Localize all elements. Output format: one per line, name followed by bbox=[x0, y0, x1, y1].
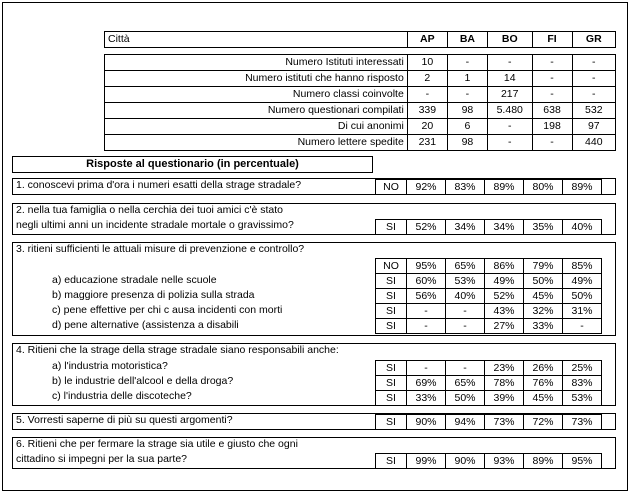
percent-value: - bbox=[563, 319, 602, 334]
stats-row bbox=[105, 55, 616, 71]
stats-value: - bbox=[532, 55, 572, 71]
percent-value: - bbox=[407, 361, 446, 376]
question-5-text: 5. Vorresti saperne di più su questi argomenti? bbox=[16, 414, 233, 426]
stats-value: - bbox=[532, 87, 572, 103]
answer-label: SI bbox=[376, 319, 407, 334]
percent-value: 40% bbox=[446, 289, 485, 304]
stats-value: 20 bbox=[407, 119, 447, 135]
stats-value: 217 bbox=[487, 87, 532, 103]
percent-value: 45% bbox=[524, 391, 563, 406]
percent-value: 23% bbox=[485, 361, 524, 376]
stats-value: - bbox=[487, 135, 532, 151]
stats-row bbox=[105, 87, 616, 103]
city-header: GR bbox=[572, 32, 615, 48]
stats-label: Numero lettere spedite bbox=[105, 135, 408, 151]
question-1-values bbox=[375, 179, 602, 195]
stats-value: 14 bbox=[487, 71, 532, 87]
city-header: AP bbox=[407, 32, 447, 48]
percent-value: 56% bbox=[407, 289, 446, 304]
percent-value: 72% bbox=[524, 415, 563, 430]
percent-value: - bbox=[407, 319, 446, 334]
question-4a-text: a) l'industria motoristica? bbox=[52, 360, 168, 372]
stats-value: 2 bbox=[407, 71, 447, 87]
stats-value: 6 bbox=[447, 119, 487, 135]
question-2-line2: negli ultimi anni un incidente stradale mortale o gravissimo? bbox=[16, 219, 294, 231]
percent-value: 53% bbox=[563, 391, 602, 406]
answer-label: SI bbox=[376, 454, 407, 469]
question-2-values bbox=[375, 219, 602, 235]
percent-value: 33% bbox=[407, 391, 446, 406]
question-6-values bbox=[375, 453, 602, 469]
question-2-line1: 2. nella tua famiglia o nella cerchia dei tuoi amici c'è stato bbox=[16, 204, 283, 216]
stats-value: 5.480 bbox=[487, 103, 532, 119]
city-header: BO bbox=[487, 32, 532, 48]
percent-value: 35% bbox=[524, 220, 563, 235]
percent-value: 89% bbox=[485, 180, 524, 195]
question-3-values bbox=[375, 258, 602, 334]
percent-value: 33% bbox=[524, 319, 563, 334]
stats-value: - bbox=[487, 119, 532, 135]
stats-value: 339 bbox=[407, 103, 447, 119]
stats-value: 1 bbox=[447, 71, 487, 87]
stats-label: Numero istituti che hanno risposto bbox=[105, 71, 408, 87]
stats-value: - bbox=[572, 87, 615, 103]
percent-value: 65% bbox=[446, 376, 485, 391]
answer-label: SI bbox=[376, 304, 407, 319]
percent-value: 90% bbox=[446, 454, 485, 469]
stats-label: Numero questionari compilati bbox=[105, 103, 408, 119]
stats-row bbox=[105, 135, 616, 151]
percent-value: 93% bbox=[485, 454, 524, 469]
stats-row bbox=[105, 119, 616, 135]
stats-row bbox=[105, 71, 616, 87]
percent-value: 27% bbox=[485, 319, 524, 334]
question-3a-text: a) educazione stradale nelle scuole bbox=[52, 274, 217, 286]
stats-header-row bbox=[105, 32, 616, 48]
stats-value: 638 bbox=[532, 103, 572, 119]
stats-row bbox=[105, 103, 616, 119]
stats-value: 198 bbox=[532, 119, 572, 135]
question-4-text: 4. Ritieni che la strage della strage stradale siano responsabili anche: bbox=[16, 344, 339, 356]
answer-label: SI bbox=[376, 289, 407, 304]
answer-label: SI bbox=[376, 220, 407, 235]
percent-value: 52% bbox=[407, 220, 446, 235]
percent-value: 52% bbox=[485, 289, 524, 304]
percent-value: - bbox=[446, 319, 485, 334]
answer-label: SI bbox=[376, 376, 407, 391]
section-title: Risposte al questionario (in percentuale) bbox=[12, 156, 373, 173]
stats-table bbox=[104, 31, 616, 151]
question-5-values bbox=[375, 414, 602, 430]
percent-value: - bbox=[407, 304, 446, 319]
question-6-line1: 6. Ritieni che per fermare la strage sia utile e giusto che ogni bbox=[16, 438, 298, 450]
percent-value: 25% bbox=[563, 361, 602, 376]
answer-label: SI bbox=[376, 361, 407, 376]
percent-value: 95% bbox=[407, 259, 446, 274]
percent-value: 49% bbox=[563, 274, 602, 289]
percent-value: 89% bbox=[563, 180, 602, 195]
city-header: FI bbox=[532, 32, 572, 48]
percent-value: 31% bbox=[563, 304, 602, 319]
percent-value: 40% bbox=[563, 220, 602, 235]
answer-label: NO bbox=[376, 180, 407, 195]
percent-value: 92% bbox=[407, 180, 446, 195]
percent-value: 65% bbox=[446, 259, 485, 274]
percent-value: 73% bbox=[563, 415, 602, 430]
percent-value: 34% bbox=[446, 220, 485, 235]
percent-value: 34% bbox=[485, 220, 524, 235]
percent-value: 50% bbox=[563, 289, 602, 304]
question-3b-text: b) maggiore presenza di polizia sulla strada bbox=[52, 289, 255, 301]
question-3d-text: d) pene alternative (assistenza a disabili bbox=[52, 319, 239, 331]
question-1-text: 1. conoscevi prima d'ora i numeri esatti della strage stradale? bbox=[16, 179, 302, 191]
stats-value: 98 bbox=[447, 135, 487, 151]
percent-value: 99% bbox=[407, 454, 446, 469]
question-4b-text: b) le industrie dell'alcool e della droga? bbox=[52, 375, 234, 387]
stats-value: - bbox=[487, 55, 532, 71]
percent-value: 83% bbox=[446, 180, 485, 195]
question-4-values bbox=[375, 360, 602, 406]
percent-value: 32% bbox=[524, 304, 563, 319]
question-3c-text: c) pene effettive per chi c ausa incidenti con morti bbox=[52, 304, 283, 316]
city-header: BA bbox=[447, 32, 487, 48]
percent-value: 83% bbox=[563, 376, 602, 391]
stats-value: - bbox=[572, 55, 615, 71]
percent-value: 50% bbox=[524, 274, 563, 289]
question-6-line2: cittadino si impegni per la sua parte? bbox=[16, 453, 188, 465]
question-3-text: 3. ritieni sufficienti le attuali misure di prevenzione e controllo? bbox=[16, 243, 305, 255]
stats-label: Numero classi coinvolte bbox=[105, 87, 408, 103]
percent-value: 79% bbox=[524, 259, 563, 274]
city-label: Città bbox=[105, 32, 408, 48]
stats-value: - bbox=[572, 71, 615, 87]
percent-value: 94% bbox=[446, 415, 485, 430]
answer-label: SI bbox=[376, 274, 407, 289]
percent-value: 39% bbox=[485, 391, 524, 406]
stats-value: - bbox=[447, 55, 487, 71]
percent-value: 78% bbox=[485, 376, 524, 391]
percent-value: 76% bbox=[524, 376, 563, 391]
percent-value: 53% bbox=[446, 274, 485, 289]
stats-value: - bbox=[532, 71, 572, 87]
percent-value: 73% bbox=[485, 415, 524, 430]
percent-value: 60% bbox=[407, 274, 446, 289]
stats-value: 231 bbox=[407, 135, 447, 151]
stats-value: 98 bbox=[447, 103, 487, 119]
question-4c-text: c) l'industria delle discoteche? bbox=[52, 390, 192, 402]
stats-label: Numero Istituti interessati bbox=[105, 55, 408, 71]
percent-value: 69% bbox=[407, 376, 446, 391]
percent-value: 50% bbox=[446, 391, 485, 406]
stats-value: - bbox=[447, 87, 487, 103]
percent-value: 85% bbox=[563, 259, 602, 274]
stats-label: Di cui anonimi bbox=[105, 119, 408, 135]
stats-value: 10 bbox=[407, 55, 447, 71]
percent-value: 45% bbox=[524, 289, 563, 304]
stats-value: - bbox=[407, 87, 447, 103]
answer-label: NO bbox=[376, 259, 407, 274]
answer-label: SI bbox=[376, 415, 407, 430]
stats-value: 440 bbox=[572, 135, 615, 151]
percent-value: 95% bbox=[563, 454, 602, 469]
percent-value: 90% bbox=[407, 415, 446, 430]
stats-value: 97 bbox=[572, 119, 615, 135]
percent-value: 26% bbox=[524, 361, 563, 376]
percent-value: 43% bbox=[485, 304, 524, 319]
percent-value: - bbox=[446, 361, 485, 376]
percent-value: - bbox=[446, 304, 485, 319]
percent-value: 80% bbox=[524, 180, 563, 195]
percent-value: 89% bbox=[524, 454, 563, 469]
answer-label: SI bbox=[376, 391, 407, 406]
percent-value: 49% bbox=[485, 274, 524, 289]
percent-value: 86% bbox=[485, 259, 524, 274]
stats-value: 532 bbox=[572, 103, 615, 119]
stats-value: - bbox=[532, 135, 572, 151]
